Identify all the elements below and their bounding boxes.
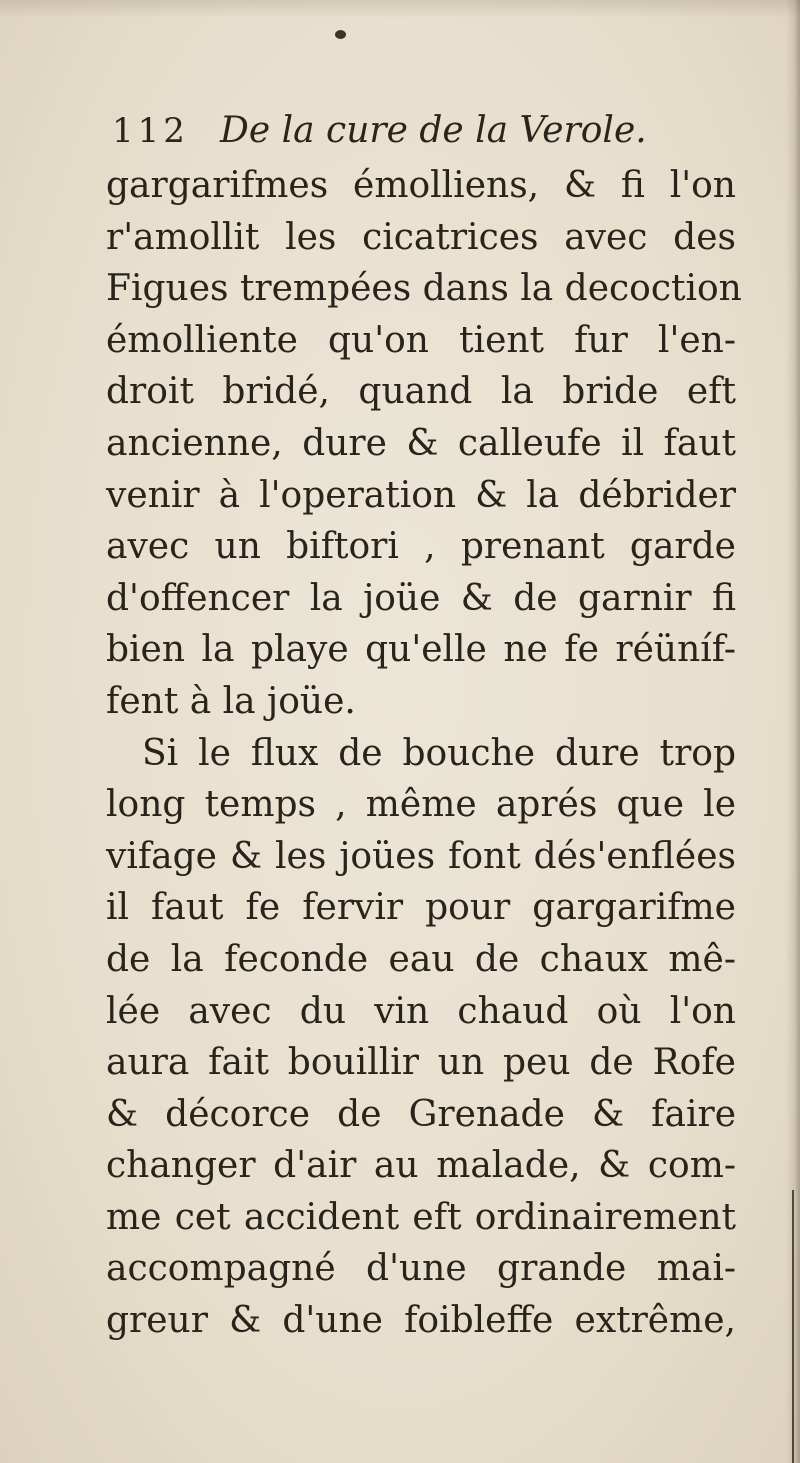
text-line: il faut fe fervir pour gargarifme: [106, 887, 736, 929]
text-line: Si le flux de bouche dure trop: [142, 732, 736, 774]
text-line: r'amollit les cicatrices avec des: [106, 216, 736, 258]
text-line: changer d'air au malade, & com-: [106, 1145, 736, 1187]
running-title: De la cure de la Verole.: [220, 110, 647, 151]
ink-dot: [335, 30, 346, 39]
page-shadow-top: [0, 0, 800, 18]
text-line: & décorce de Grenade & faire: [106, 1093, 736, 1135]
text-line: ancienne, dure & calleufe il faut: [106, 422, 736, 464]
text-line: fent à la joüe.: [106, 680, 356, 722]
text-line: de la feconde eau de chaux mê-: [106, 938, 736, 980]
text-line: greur & d'une foibleffe extrême,: [106, 1300, 736, 1342]
text-line: gargarifmes émolliens, & fi l'on: [106, 165, 736, 206]
text-line: droit bridé, quand la bride eft: [106, 371, 736, 413]
text-line: venir à l'operation & la débrider: [106, 474, 736, 516]
text-line: d'offencer la joüe & de garnir fi: [106, 577, 736, 619]
text-line: accompagné d'une grande mai-: [106, 1248, 736, 1290]
text-line: bien la playe qu'elle ne fe réüníf-: [106, 629, 736, 671]
page-header: [112, 110, 732, 162]
body-text: [106, 160, 742, 1347]
text-line: émolliente qu'on tient fur l'en-: [106, 319, 736, 361]
page-edge-mark: [792, 1190, 794, 1463]
page-number: 112: [112, 111, 189, 151]
text-line: Figues trempées dans la decoction: [106, 268, 742, 310]
text-line: me cet accident eft ordinairement: [106, 1196, 736, 1238]
text-line: vifage & les joües font dés'enflées: [106, 835, 736, 877]
text-line: lée avec du vin chaud où l'on: [106, 990, 736, 1032]
text-line: avec un biftori , prenant garde: [106, 526, 736, 568]
text-line: long temps , même aprés que le: [106, 784, 736, 826]
text-line: aura fait bouillir un peu de Rofe: [106, 1042, 736, 1084]
